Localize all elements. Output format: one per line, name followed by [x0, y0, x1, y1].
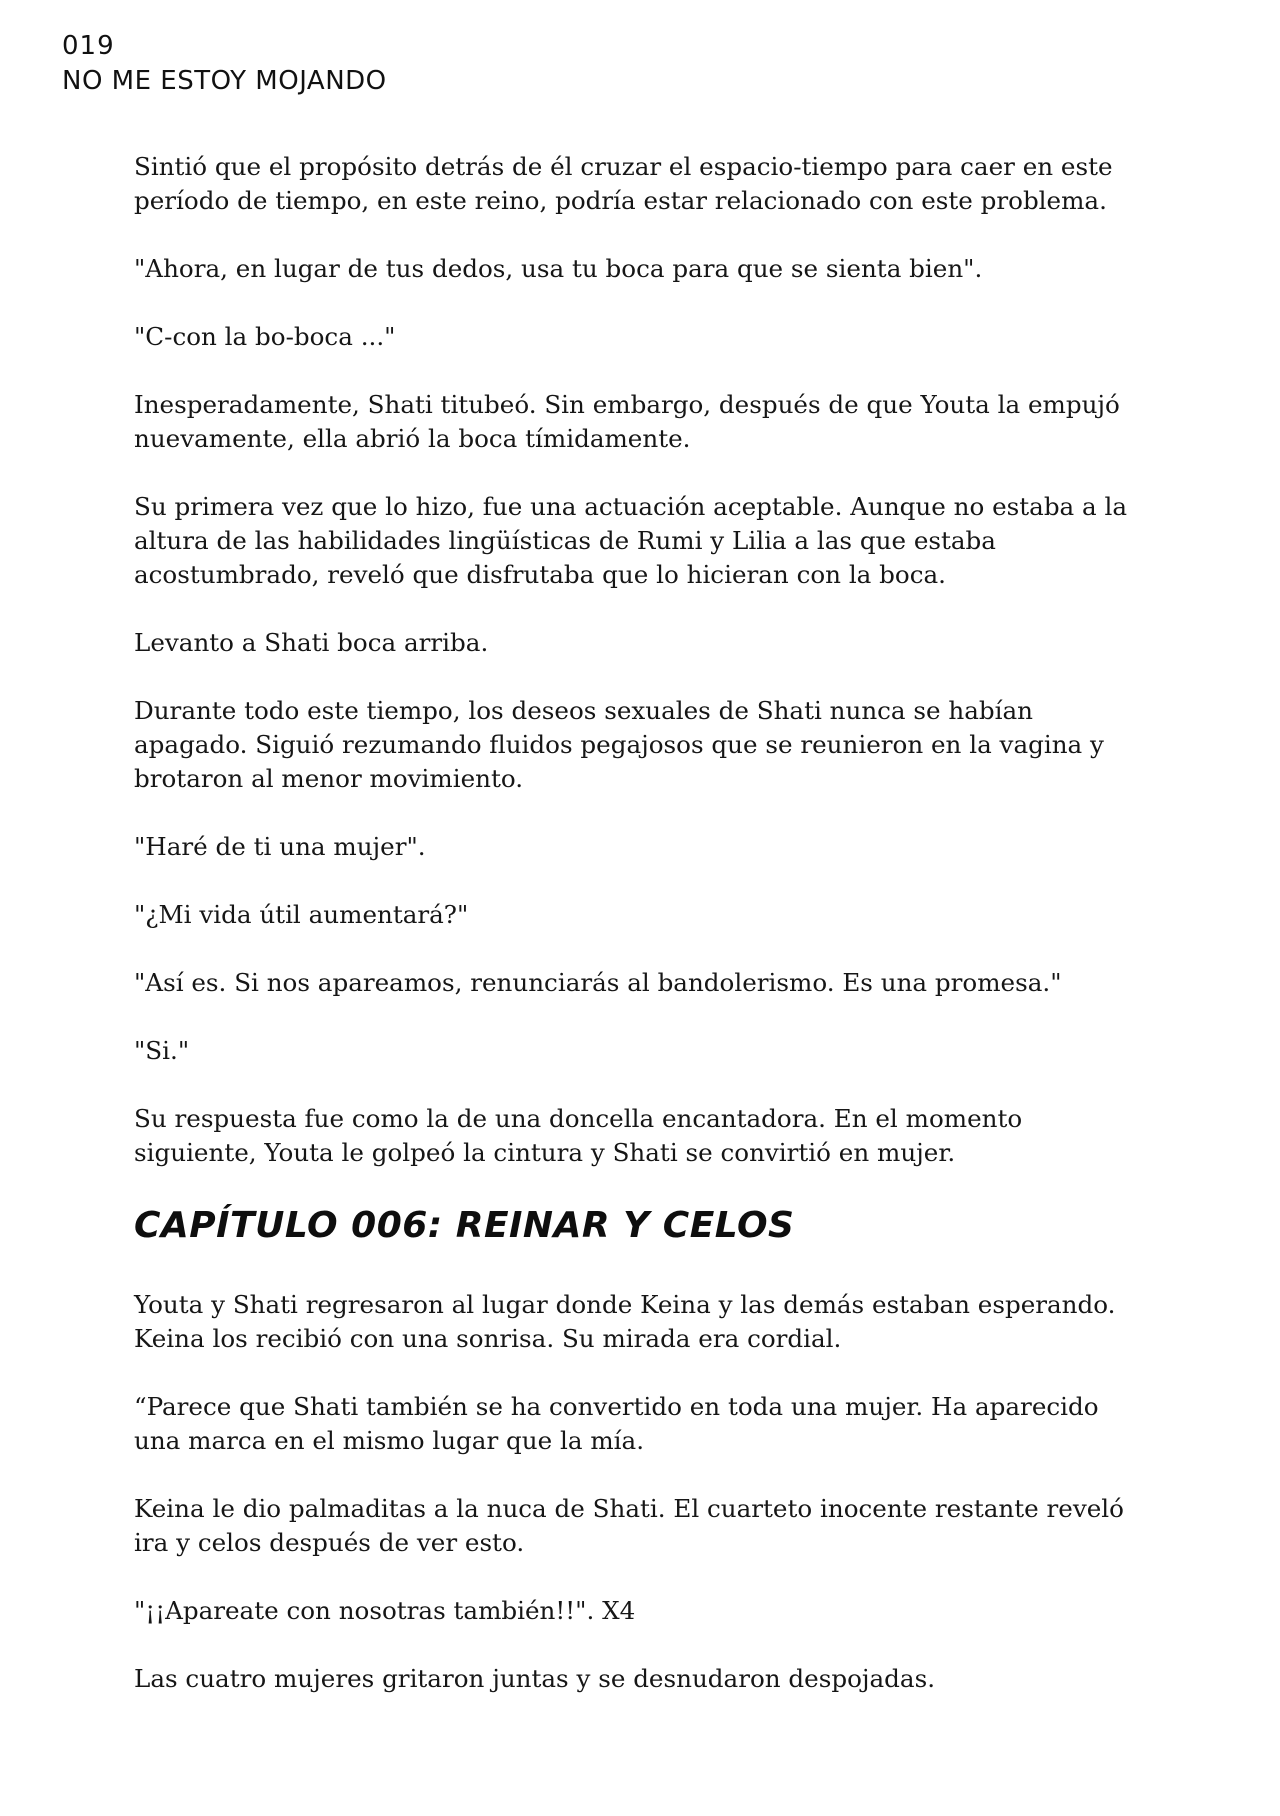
paragraph: "Si."	[134, 1036, 190, 1065]
page-number: 019	[62, 31, 115, 61]
paragraph: Durante todo este tiempo, los deseos sexuales de Shati nunca se habían apagado. Siguió rezumando fluidos pegajosos que se reunieron en la vagina y brotaron al menor movimiento.	[134, 696, 1104, 793]
paragraph: "¡¡Apareate con nosotras también!!". X4	[134, 1596, 636, 1625]
paragraph: Sintió que el propósito detrás de él cruzar el espacio-tiempo para caer en este período de tiempo, en este reino, podría estar relacionado con este problema.	[134, 152, 1113, 215]
paragraph: "Así es. Si nos apareamos, renunciarás al bandolerismo. Es una promesa."	[134, 968, 1062, 997]
paragraph: “Parece que Shati también se ha convertido en toda una mujer. Ha aparecido una marca en el mismo lugar que la mía.	[134, 1392, 1099, 1455]
paragraph: Keina le dio palmaditas a la nuca de Shati. El cuarteto inocente restante reveló ira y celos después de ver esto.	[134, 1494, 1124, 1557]
page-header	[62, 30, 387, 98]
body-text	[134, 150, 1144, 1730]
paragraph: "Haré de ti una mujer".	[134, 832, 426, 861]
paragraph: "C-con la bo-boca ..."	[134, 322, 396, 351]
paragraph: Las cuatro mujeres gritaron juntas y se desnudaron despojadas.	[134, 1664, 936, 1693]
paragraph: Su respuesta fue como la de una doncella encantadora. En el momento siguiente, Youta le golpeó la cintura y Shati se convirtió en mujer.	[134, 1104, 1023, 1167]
paragraph: Inesperadamente, Shati titubeó. Sin embargo, después de que Youta la empujó nuevamente, ella abrió la boca tímidamente.	[134, 390, 1120, 453]
paragraph: "Ahora, en lugar de tus dedos, usa tu boca para que se sienta bien".	[134, 254, 983, 283]
paragraph: "¿Mi vida útil aumentará?"	[134, 900, 469, 929]
running-title: NO ME ESTOY MOJANDO	[62, 66, 387, 96]
paragraph: Levanto a Shati boca arriba.	[134, 628, 489, 657]
paragraph: Su primera vez que lo hizo, fue una actuación aceptable. Aunque no estaba a la altura de las habilidades lingüísticas de Rumi y Lilia a las que estaba acostumbrado, reveló que disfrutaba que lo hicieran con la boca.	[134, 492, 1128, 589]
paragraph: Youta y Shati regresaron al lugar donde Keina y las demás estaban esperando. Keina los recibió con una sonrisa. Su mirada era cordial.	[134, 1290, 1116, 1353]
chapter-title: CAPÍTULO 006: REINAR Y CELOS	[134, 1205, 795, 1246]
